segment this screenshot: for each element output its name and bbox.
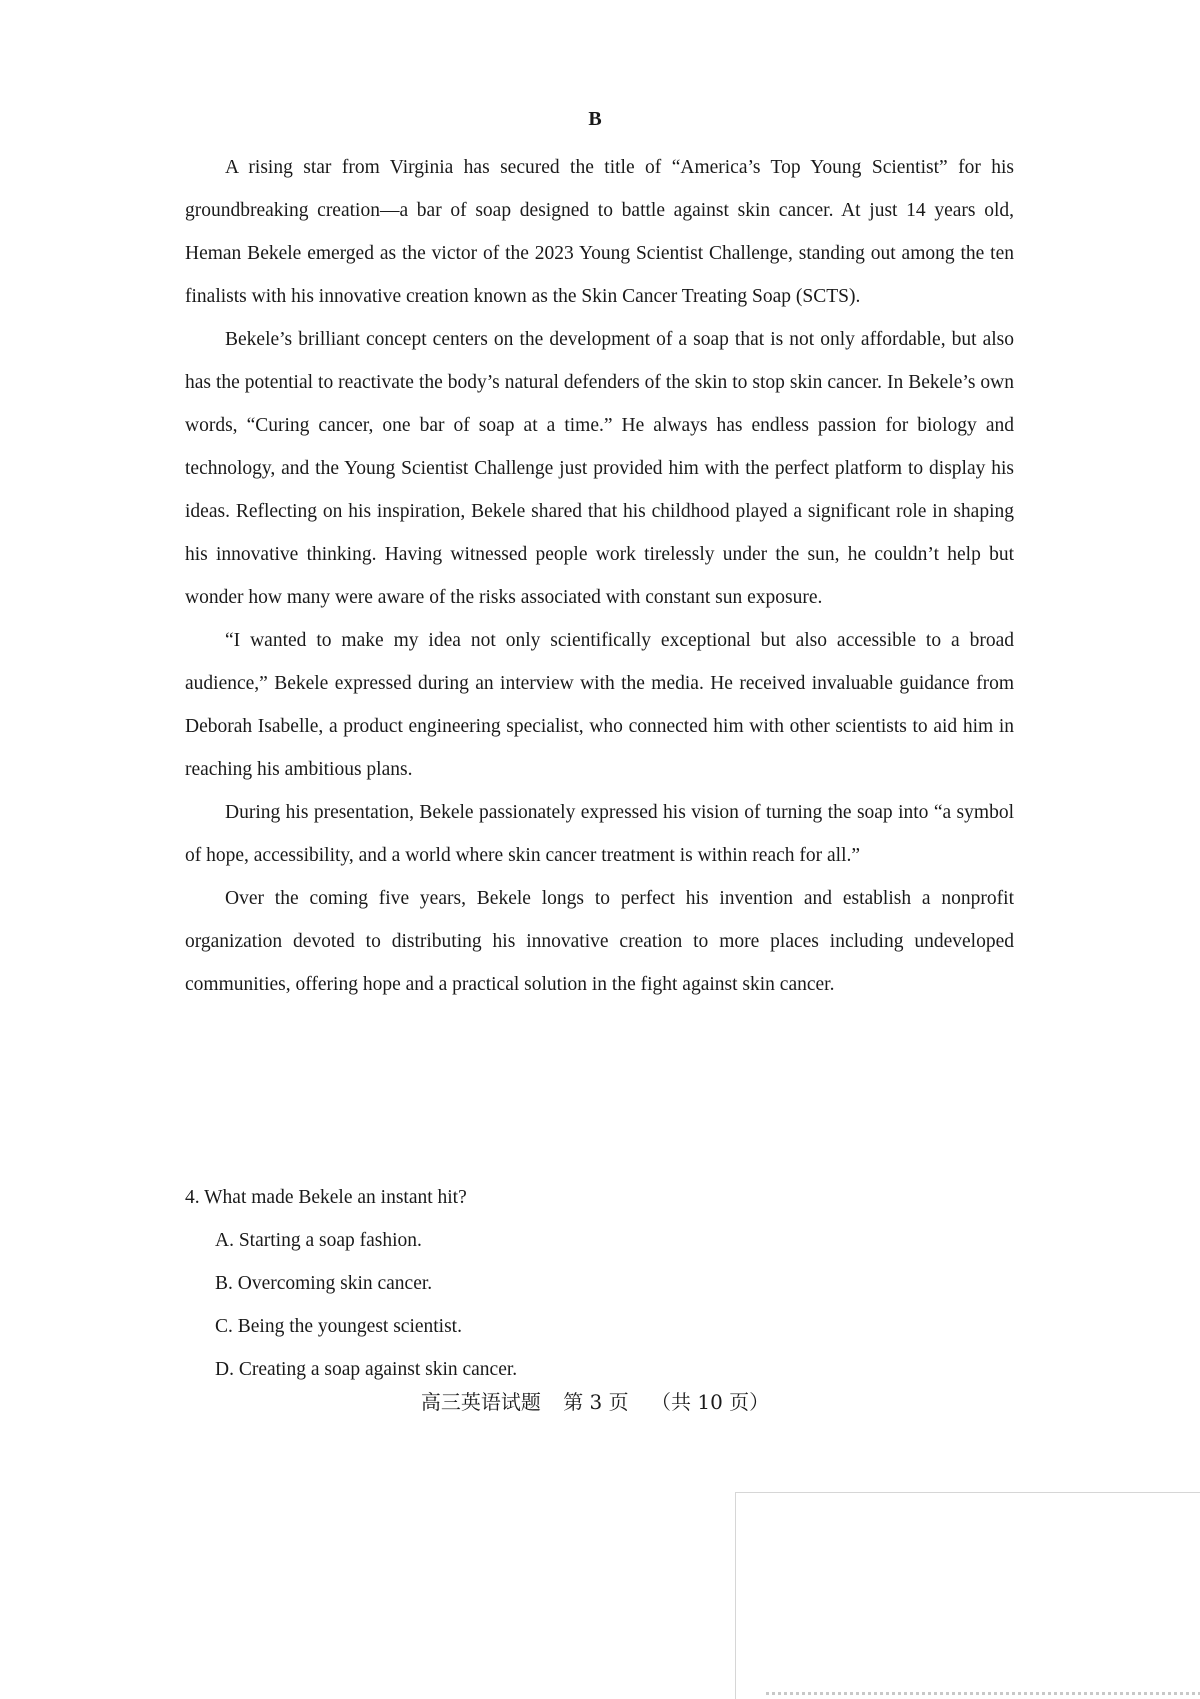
option-a: A. Starting a soap fashion. [215,1230,422,1251]
option-b: B. Overcoming skin cancer. [215,1273,433,1294]
footer-total: （共 10 页） [651,1390,770,1414]
paragraph-4: During his presentation, Bekele passionately expressed his vision of turning the soap into “a symbol of hope, accessibility, and a world where skin cancer treatment is within reach for all.” [185,802,1014,866]
question-stem: 4. What made Bekele an instant hit? [185,1187,467,1208]
paragraph-5: Over the coming five years, Bekele longs to perfect his invention and establish a nonprofit organization devoted to distributing his innovative creation to more places including undeveloped communities, offering hope and a practical solution in the fight against skin cancer. [185,888,1014,995]
option-d: D. Creating a soap against skin cancer. [215,1359,518,1380]
paragraph-1: A rising star from Virginia has secured the title of “America’s Top Young Scientist” for his groundbreaking creation—a bar of soap designed to battle against skin cancer. At just 14 years old, Heman Bekele emerged as the victor of the 2023 Young Scientist Challenge, standing out among the ten finalists with his innovative creation known as the Skin Cancer Treating Soap (SCTS). [185,157,1014,307]
footer-subject: 高三英语试题 [420,1390,541,1414]
paragraph-3: “I wanted to make my idea not only scientifically exceptional but also accessible to a broad audience,” Bekele expressed during an interview with the media. He received invaluable guidance from Deborah Isabelle, a product engineering specialist, who connected him with other scientists to aid him in reaching his ambitious plans. [185,630,1014,780]
section-label: B [588,108,602,130]
option-c: C. Being the youngest scientist. [215,1316,462,1337]
reading-passage [185,146,1014,1006]
blank-box [735,1492,1200,1699]
page-footer [0,1386,1190,1415]
paragraph-2: Bekele’s brilliant concept centers on the development of a soap that is not only affordable, but also has the potential to reactivate the body’s natural defenders of the skin to stop skin cancer. In Bekele’s own words, “Curing cancer, one bar of soap at a time.” He always has endless passion for biology and technology, and the Young Scientist Challenge just provided him with the perfect platform to display his ideas. Reflecting on his inspiration, Bekele shared that his childhood played a significant role in shaping his innovative thinking. Having witnessed people work tirelessly under the sun, he couldn’t help but wonder how many were aware of the risks associated with constant sun exposure. [185,329,1014,608]
dotted-border [766,1688,1200,1695]
question-4 [185,1176,1014,1391]
footer-page: 第 3 页 [563,1390,629,1414]
